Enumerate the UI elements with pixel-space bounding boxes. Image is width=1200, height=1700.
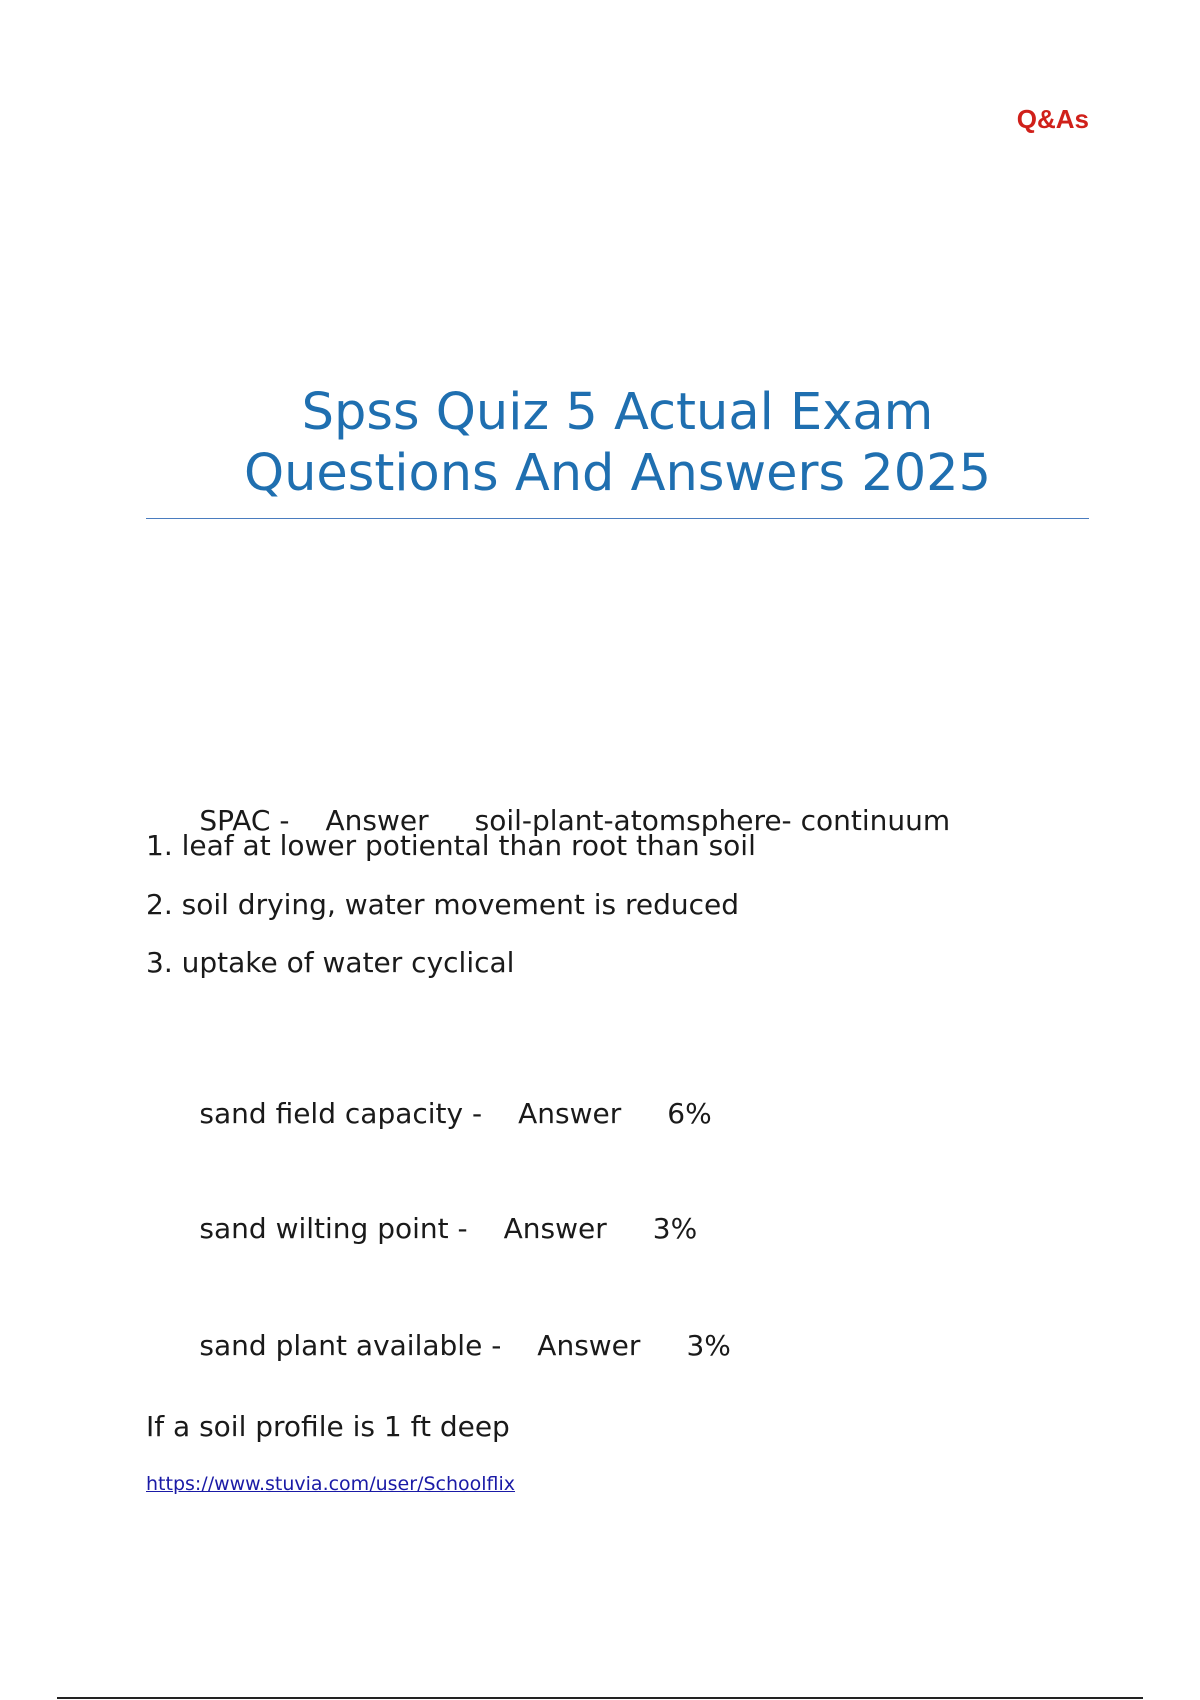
document-title — [146, 382, 1089, 504]
answer-text: 3% — [686, 1329, 731, 1362]
question-text: sand wilting point - — [199, 1212, 468, 1245]
list-item: 2. soil drying, water movement is reduced — [146, 888, 740, 921]
answer-label: Answer — [537, 1329, 641, 1362]
footer-divider — [57, 1697, 1143, 1699]
answer-text: soil-plant-atomsphere- continuum — [474, 804, 951, 837]
answer-label: Answer — [503, 1212, 607, 1245]
question-text: sand plant available - — [199, 1329, 502, 1362]
title-line-1: Spss Quiz 5 Actual Exam — [301, 383, 934, 442]
footer-link[interactable]: https://www.stuvia.com/user/Schoolflix — [146, 1473, 516, 1495]
list-item: 3. uptake of water cyclical — [146, 946, 515, 979]
title-line-2: Questions And Answers 2025 — [243, 444, 992, 503]
question-text: SPAC - — [199, 804, 290, 837]
qa-item-field-capacity — [146, 1063, 712, 1165]
qa-item-wilting-point — [146, 1178, 697, 1280]
answer-text: 6% — [667, 1097, 712, 1130]
answer-label: Answer — [518, 1097, 622, 1130]
answer-text: 3% — [652, 1212, 698, 1245]
answer-label: Answer — [325, 804, 429, 837]
header-tag: Q&As — [1016, 104, 1089, 134]
question-text: sand field capacity - — [199, 1097, 483, 1130]
title-divider — [146, 518, 1089, 519]
title-block — [146, 382, 1089, 504]
qa-item-plant-available — [146, 1295, 731, 1397]
closing-text: If a soil profile is 1 ft deep — [146, 1410, 510, 1443]
list-item: 1. leaf at lower potiental than root than soil — [146, 829, 756, 862]
